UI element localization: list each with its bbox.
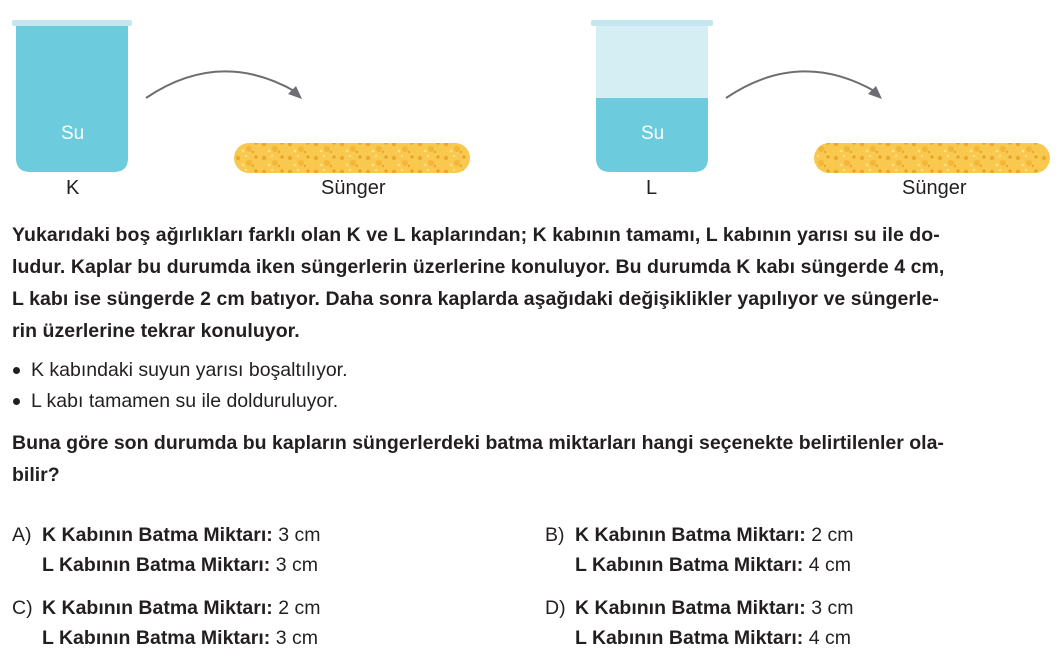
change-list bbox=[12, 355, 348, 417]
figure-drawing bbox=[0, 0, 1059, 205]
bullet-icon bbox=[13, 398, 20, 405]
stem-line-2: ludur. Kaplar bu durumda iken süngerlerin üzerlerine konuluyor. Bu durumda K kabı süngerde 4 cm, bbox=[12, 256, 945, 278]
water-label-l: Su bbox=[641, 123, 665, 144]
option-b-k-value: 2 cm bbox=[811, 524, 854, 546]
water-label-k: Su bbox=[61, 123, 85, 144]
beaker-l-label: L bbox=[646, 177, 658, 199]
option-d[interactable] bbox=[545, 593, 853, 653]
option-d-k-value: 3 cm bbox=[811, 597, 854, 619]
sponge-left-label: Sünger bbox=[321, 177, 386, 199]
arrow-right bbox=[726, 71, 882, 99]
option-b-l-value: 4 cm bbox=[808, 554, 851, 576]
option-d-l-label: L Kabının Batma Miktarı: bbox=[575, 627, 804, 649]
list-item bbox=[12, 386, 348, 417]
option-a-l-label: L Kabının Batma Miktarı: bbox=[42, 554, 271, 576]
stem-line-4: rin üzerlerine tekrar konuluyor. bbox=[12, 320, 300, 342]
option-c[interactable] bbox=[12, 593, 320, 653]
option-b-k-label: K Kabının Batma Miktarı: bbox=[575, 524, 806, 546]
option-c-l-value: 3 cm bbox=[275, 627, 318, 649]
sponge-left bbox=[234, 143, 470, 173]
option-a-k-value: 3 cm bbox=[278, 524, 321, 546]
arrow-left bbox=[146, 71, 302, 99]
option-d-l-value: 4 cm bbox=[808, 627, 851, 649]
beaker-k-label: K bbox=[66, 177, 80, 199]
figure bbox=[0, 0, 1059, 205]
option-a[interactable] bbox=[12, 520, 320, 580]
option-c-k-value: 2 cm bbox=[278, 597, 321, 619]
list-item bbox=[12, 355, 348, 386]
list-item-text: K kabındaki suyun yarısı boşaltılıyor. bbox=[31, 359, 348, 381]
option-b-l-label: L Kabının Batma Miktarı: bbox=[575, 554, 804, 576]
option-c-letter: C) bbox=[12, 597, 33, 619]
option-b[interactable] bbox=[545, 520, 853, 580]
option-a-l-value: 3 cm bbox=[275, 554, 318, 576]
option-d-k-label: K Kabının Batma Miktarı: bbox=[575, 597, 806, 619]
question-stem bbox=[12, 219, 1052, 347]
option-b-letter: B) bbox=[545, 524, 565, 546]
bullet-icon bbox=[13, 367, 20, 374]
sponge-right-label: Sünger bbox=[902, 177, 967, 199]
list-item-text: L kabı tamamen su ile dolduruluyor. bbox=[31, 390, 339, 412]
option-d-letter: D) bbox=[545, 597, 566, 619]
beaker-l bbox=[591, 20, 713, 172]
stem-line-3: L kabı ise süngerde 2 cm batıyor. Daha sonra kaplarda aşağıdaki değişiklikler yapılıyor ve süngerle- bbox=[12, 288, 939, 310]
stem-line-1: Yukarıdaki boş ağırlıkları farklı olan K ve L kaplarından; K kabının tamamı, L kabının yarısı su ile do- bbox=[12, 224, 940, 246]
question-line-1: Buna göre son durumda bu kapların süngerlerdeki batma miktarları hangi seçenekte belirtilenler ola- bbox=[12, 432, 944, 454]
option-c-l-label: L Kabının Batma Miktarı: bbox=[42, 627, 271, 649]
question-line-2: bilir? bbox=[12, 464, 60, 486]
option-c-k-label: K Kabının Batma Miktarı: bbox=[42, 597, 273, 619]
option-a-k-label: K Kabının Batma Miktarı: bbox=[42, 524, 273, 546]
question-prompt bbox=[12, 427, 1052, 491]
sponge-right bbox=[814, 143, 1050, 173]
option-a-letter: A) bbox=[12, 524, 32, 546]
beaker-k bbox=[12, 20, 132, 172]
